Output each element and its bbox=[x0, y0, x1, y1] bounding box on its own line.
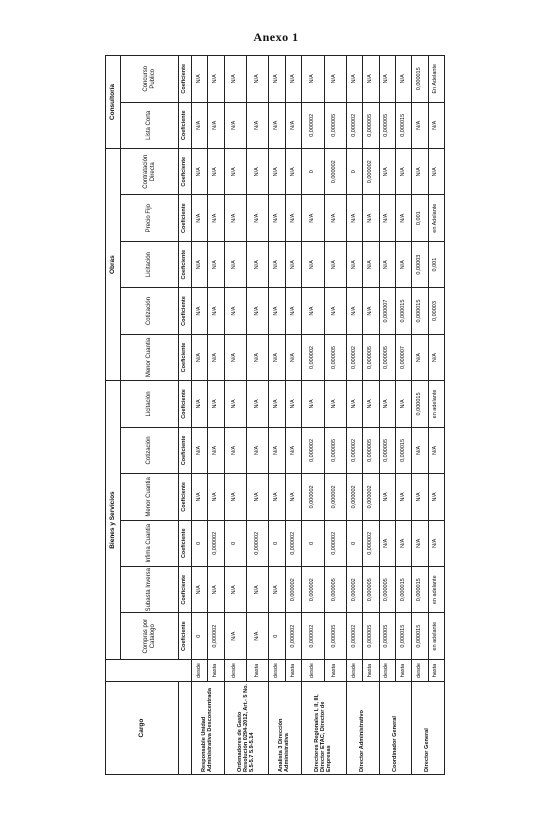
value-cell: N/A bbox=[192, 381, 208, 428]
value-cell: 0,00003 bbox=[412, 241, 428, 287]
table-row bbox=[269, 56, 285, 775]
value-cell: N/A bbox=[363, 288, 379, 334]
table-row bbox=[285, 56, 301, 775]
table-row bbox=[363, 56, 379, 775]
value-cell: N/A bbox=[208, 149, 224, 195]
value-cell: 0 bbox=[192, 520, 208, 566]
value-cell: N/A bbox=[192, 149, 208, 195]
value-cell: N/A bbox=[285, 102, 301, 148]
column-header: Licitación bbox=[121, 241, 179, 287]
cargo-header: Cargo bbox=[106, 682, 179, 775]
value-cell: 0,000002 bbox=[324, 149, 346, 195]
value-cell: 0,000015 bbox=[412, 613, 428, 659]
value-cell: N/A bbox=[269, 195, 285, 241]
value-cell: N/A bbox=[269, 149, 285, 195]
value-cell: 0 bbox=[346, 149, 362, 195]
value-cell: 0,000015 bbox=[395, 427, 411, 473]
coefficient-label: Coeficiente bbox=[179, 241, 192, 287]
value-cell: N/A bbox=[247, 613, 269, 659]
cargo-cell: Ordenadores de Gasto Resolución 0294-2012, Art.- 5 No. 5.5-5.7 5.9-5.14 bbox=[224, 682, 269, 775]
value-cell: N/A bbox=[247, 381, 269, 428]
value-cell: 0,000002 bbox=[324, 520, 346, 566]
value-cell: N/A bbox=[395, 474, 411, 520]
value-cell: 0,000002 bbox=[285, 520, 301, 566]
value-cell: N/A bbox=[412, 427, 428, 473]
value-cell: N/A bbox=[247, 241, 269, 287]
table-row bbox=[346, 56, 362, 775]
coefficient-label: Coeficiente bbox=[179, 427, 192, 473]
group-header-consultoria: Consultoría bbox=[106, 56, 121, 149]
table-frame bbox=[105, 55, 445, 775]
coefficients-table bbox=[105, 55, 445, 775]
cargo-cell: Director Administrativo bbox=[346, 682, 379, 775]
value-cell: N/A bbox=[208, 56, 224, 103]
value-cell: N/A bbox=[208, 195, 224, 241]
coefficient-label: Coeficiente bbox=[179, 381, 192, 428]
coefficient-label: Coeficiente bbox=[179, 520, 192, 566]
value-cell: N/A bbox=[224, 334, 246, 380]
value-cell: 0,001 bbox=[412, 195, 428, 241]
value-cell: N/A bbox=[346, 195, 362, 241]
value-cell: N/A bbox=[395, 241, 411, 287]
value-cell: 0,000007 bbox=[379, 288, 395, 334]
value-cell: N/A bbox=[346, 241, 362, 287]
range-label: desde bbox=[224, 659, 246, 681]
value-cell: 0,000005 bbox=[379, 102, 395, 148]
value-cell: N/A bbox=[302, 381, 324, 428]
value-cell: N/A bbox=[224, 288, 246, 334]
range-label: hasta bbox=[247, 659, 269, 681]
value-cell: 0,000005 bbox=[363, 567, 379, 613]
value-cell: N/A bbox=[428, 334, 444, 380]
value-cell: N/A bbox=[247, 149, 269, 195]
value-cell: N/A bbox=[379, 56, 395, 103]
cargo-cell: Coordinador General bbox=[379, 682, 412, 775]
value-cell: N/A bbox=[324, 288, 346, 334]
value-cell: N/A bbox=[428, 474, 444, 520]
value-cell: 0 bbox=[192, 613, 208, 659]
value-cell: N/A bbox=[395, 149, 411, 195]
value-cell: 0,000002 bbox=[324, 474, 346, 520]
coefficient-label: Coeficiente bbox=[179, 56, 192, 103]
value-cell: 0,000002 bbox=[302, 567, 324, 613]
coefficient-label: Coeficiente bbox=[179, 567, 192, 613]
range-label: hasta bbox=[324, 659, 346, 681]
value-cell: N/A bbox=[285, 288, 301, 334]
value-cell: N/A bbox=[379, 474, 395, 520]
value-cell: N/A bbox=[395, 195, 411, 241]
value-cell: N/A bbox=[192, 241, 208, 287]
coefficient-label: Coeficiente bbox=[179, 334, 192, 380]
value-cell: N/A bbox=[208, 381, 224, 428]
column-header: Cotización bbox=[121, 288, 179, 334]
column-header: Contratación Directa bbox=[121, 149, 179, 195]
value-cell: N/A bbox=[346, 56, 362, 103]
value-cell: N/A bbox=[269, 334, 285, 380]
value-cell: 0,000002 bbox=[285, 567, 301, 613]
value-cell: N/A bbox=[285, 241, 301, 287]
value-cell: 0,000005 bbox=[363, 334, 379, 380]
value-cell: N/A bbox=[192, 195, 208, 241]
range-label: hasta bbox=[428, 659, 444, 681]
value-cell: 0,000002 bbox=[302, 102, 324, 148]
value-cell: 0,000002 bbox=[208, 520, 224, 566]
range-label: desde bbox=[346, 659, 362, 681]
value-cell: N/A bbox=[412, 520, 428, 566]
value-cell: 0,001 bbox=[428, 241, 444, 287]
value-cell: N/A bbox=[224, 241, 246, 287]
table-row bbox=[395, 56, 411, 775]
value-cell: 0,000002 bbox=[346, 474, 362, 520]
value-cell: N/A bbox=[192, 56, 208, 103]
value-cell: N/A bbox=[269, 427, 285, 473]
value-cell: N/A bbox=[302, 56, 324, 103]
column-header: Menor Cuantia bbox=[121, 334, 179, 380]
column-header: Cotización bbox=[121, 427, 179, 473]
range-label: hasta bbox=[285, 659, 301, 681]
table-row bbox=[379, 56, 395, 775]
value-cell: N/A bbox=[247, 334, 269, 380]
range-label: desde bbox=[192, 659, 208, 681]
value-cell: N/A bbox=[224, 474, 246, 520]
column-header: Menor Cuantia bbox=[121, 474, 179, 520]
value-cell: N/A bbox=[224, 56, 246, 103]
value-cell: 0,000002 bbox=[302, 334, 324, 380]
value-cell: 0 bbox=[269, 520, 285, 566]
table-row bbox=[192, 56, 208, 775]
cargo-cell: Director General bbox=[412, 682, 445, 775]
value-cell: N/A bbox=[395, 56, 411, 103]
value-cell: en adelante bbox=[428, 613, 444, 659]
value-cell: 0,000005 bbox=[363, 102, 379, 148]
value-cell: 0,000002 bbox=[346, 427, 362, 473]
column-header: Precio Fijo bbox=[121, 195, 179, 241]
table-row bbox=[302, 56, 324, 775]
value-cell: N/A bbox=[346, 288, 362, 334]
coefficient-label: Coeficiente bbox=[179, 195, 192, 241]
value-cell: N/A bbox=[285, 474, 301, 520]
value-cell: N/A bbox=[269, 474, 285, 520]
value-cell: 0,000005 bbox=[379, 427, 395, 473]
value-cell: 0,000002 bbox=[346, 567, 362, 613]
value-cell: N/A bbox=[346, 381, 362, 428]
value-cell: N/A bbox=[363, 381, 379, 428]
value-cell: N/A bbox=[379, 149, 395, 195]
value-cell: N/A bbox=[208, 241, 224, 287]
value-cell: 0,000005 bbox=[324, 102, 346, 148]
value-cell: N/A bbox=[269, 102, 285, 148]
value-cell: N/A bbox=[428, 427, 444, 473]
value-cell: N/A bbox=[224, 195, 246, 241]
value-cell: N/A bbox=[247, 56, 269, 103]
value-cell: N/A bbox=[285, 56, 301, 103]
group-header-bienes: Bienes y Servicios bbox=[106, 381, 121, 660]
table-row bbox=[324, 56, 346, 775]
value-cell: N/A bbox=[208, 567, 224, 613]
value-cell: 0,000015 bbox=[395, 288, 411, 334]
value-cell: N/A bbox=[395, 520, 411, 566]
column-header: Compras por Catalogo bbox=[121, 613, 179, 659]
value-cell: N/A bbox=[395, 381, 411, 428]
value-cell: N/A bbox=[269, 381, 285, 428]
value-cell: 0,000002 bbox=[346, 334, 362, 380]
group-header-obras: Obras bbox=[106, 149, 121, 381]
value-cell: 0,000005 bbox=[379, 334, 395, 380]
value-cell: N/A bbox=[208, 427, 224, 473]
value-cell: N/A bbox=[285, 427, 301, 473]
value-cell: N/A bbox=[224, 567, 246, 613]
value-cell: 0,000002 bbox=[363, 149, 379, 195]
range-label: desde bbox=[302, 659, 324, 681]
value-cell: En Adelante bbox=[428, 56, 444, 103]
value-cell: 0 bbox=[302, 149, 324, 195]
value-cell: N/A bbox=[247, 427, 269, 473]
value-cell: N/A bbox=[412, 102, 428, 148]
value-cell: 0,000002 bbox=[346, 102, 362, 148]
value-cell: N/A bbox=[302, 288, 324, 334]
value-cell: 0 bbox=[269, 613, 285, 659]
range-label: desde bbox=[412, 659, 428, 681]
value-cell: N/A bbox=[208, 474, 224, 520]
value-cell: N/A bbox=[324, 56, 346, 103]
range-label: hasta bbox=[395, 659, 411, 681]
cargo-spacer bbox=[179, 682, 192, 775]
value-cell: 0,00003 bbox=[428, 288, 444, 334]
value-cell: 0,000002 bbox=[302, 613, 324, 659]
value-cell: N/A bbox=[412, 149, 428, 195]
value-cell: 0,000015 bbox=[395, 567, 411, 613]
value-cell: 0,000002 bbox=[363, 474, 379, 520]
value-cell: en Adelante bbox=[428, 195, 444, 241]
value-cell: N/A bbox=[192, 567, 208, 613]
range-label: desde bbox=[269, 659, 285, 681]
cargo-cell: Responsable Unidad Administrativa Desconcentrada bbox=[192, 682, 225, 775]
value-cell: N/A bbox=[379, 381, 395, 428]
coefficient-label: Coeficiente bbox=[179, 149, 192, 195]
coefficient-label: Coeficiente bbox=[179, 288, 192, 334]
value-cell: 0,000002 bbox=[247, 520, 269, 566]
column-header: Lista Corta bbox=[121, 102, 179, 148]
value-cell: 0,000005 bbox=[379, 567, 395, 613]
value-cell: 0 bbox=[224, 520, 246, 566]
value-cell: N/A bbox=[412, 334, 428, 380]
value-cell: N/A bbox=[285, 149, 301, 195]
range-label: hasta bbox=[208, 659, 224, 681]
value-cell: 0,000005 bbox=[363, 427, 379, 473]
value-cell: 0,000005 bbox=[324, 613, 346, 659]
column-header: Infima Cuantia bbox=[121, 520, 179, 566]
column-header: Subasta Inversa bbox=[121, 567, 179, 613]
value-cell: N/A bbox=[224, 613, 246, 659]
table-row bbox=[428, 56, 444, 775]
column-header: Licitación bbox=[121, 381, 179, 428]
value-cell: 0,000015 bbox=[395, 102, 411, 148]
value-cell: N/A bbox=[269, 56, 285, 103]
value-cell: N/A bbox=[247, 288, 269, 334]
value-cell: 0,000015 bbox=[395, 613, 411, 659]
value-cell: N/A bbox=[302, 241, 324, 287]
value-cell: 0,000002 bbox=[285, 613, 301, 659]
value-cell: en adelante bbox=[428, 381, 444, 428]
column-header: Concurso Publico bbox=[121, 56, 179, 103]
rotated-table-container bbox=[105, 55, 445, 775]
value-cell: N/A bbox=[192, 102, 208, 148]
value-cell: 0,000015 bbox=[412, 288, 428, 334]
value-cell: N/A bbox=[379, 520, 395, 566]
value-cell: 0,000002 bbox=[302, 474, 324, 520]
value-cell: 0,000015 bbox=[412, 567, 428, 613]
value-cell: 0,000005 bbox=[324, 334, 346, 380]
value-cell: N/A bbox=[285, 195, 301, 241]
value-cell: N/A bbox=[412, 474, 428, 520]
value-cell: N/A bbox=[363, 195, 379, 241]
value-cell: N/A bbox=[192, 427, 208, 473]
value-cell: N/A bbox=[208, 288, 224, 334]
value-cell: N/A bbox=[224, 149, 246, 195]
value-cell: N/A bbox=[208, 102, 224, 148]
value-cell: N/A bbox=[302, 195, 324, 241]
value-cell: 0 bbox=[302, 520, 324, 566]
value-cell: N/A bbox=[428, 102, 444, 148]
value-cell: N/A bbox=[428, 520, 444, 566]
value-cell: 0,000002 bbox=[346, 613, 362, 659]
value-cell: N/A bbox=[324, 381, 346, 428]
value-cell: 0 bbox=[346, 520, 362, 566]
cargo-cell: Analista 3 Dirección Administrativa bbox=[269, 682, 302, 775]
table-row bbox=[224, 56, 246, 775]
value-cell: 0,000005 bbox=[363, 613, 379, 659]
range-label: hasta bbox=[363, 659, 379, 681]
value-cell: 0,000015 bbox=[412, 56, 428, 103]
value-cell: N/A bbox=[208, 334, 224, 380]
value-cell: 0,000002 bbox=[363, 520, 379, 566]
value-cell: N/A bbox=[269, 567, 285, 613]
value-cell: N/A bbox=[363, 56, 379, 103]
value-cell: N/A bbox=[379, 241, 395, 287]
value-cell: N/A bbox=[192, 334, 208, 380]
value-cell: 0,000002 bbox=[302, 427, 324, 473]
value-cell: N/A bbox=[192, 288, 208, 334]
page-title: Anexo 1 bbox=[253, 30, 299, 44]
value-cell: 0,000005 bbox=[324, 567, 346, 613]
value-cell: N/A bbox=[247, 102, 269, 148]
value-cell: N/A bbox=[224, 381, 246, 428]
value-cell: N/A bbox=[324, 241, 346, 287]
cargo-cell: Directores Regionales I, II, III, Director ETAC, Director de Empresas bbox=[302, 682, 347, 775]
coefficient-label: Coeficiente bbox=[179, 474, 192, 520]
coefficient-label: Coeficiente bbox=[179, 613, 192, 659]
value-cell: N/A bbox=[285, 334, 301, 380]
range-header bbox=[106, 659, 192, 681]
table-row bbox=[247, 56, 269, 775]
value-cell: N/A bbox=[363, 241, 379, 287]
range-label: desde bbox=[379, 659, 395, 681]
value-cell: 0,000002 bbox=[208, 613, 224, 659]
value-cell: N/A bbox=[192, 474, 208, 520]
value-cell: N/A bbox=[224, 102, 246, 148]
value-cell: en adelante bbox=[428, 567, 444, 613]
value-cell: N/A bbox=[247, 195, 269, 241]
value-cell: N/A bbox=[324, 195, 346, 241]
value-cell: N/A bbox=[379, 195, 395, 241]
value-cell: 0,000005 bbox=[324, 427, 346, 473]
value-cell: N/A bbox=[428, 149, 444, 195]
value-cell: N/A bbox=[247, 567, 269, 613]
value-cell: N/A bbox=[247, 474, 269, 520]
value-cell: N/A bbox=[224, 427, 246, 473]
value-cell: 0,000007 bbox=[395, 334, 411, 380]
value-cell: N/A bbox=[269, 241, 285, 287]
value-cell: N/A bbox=[285, 381, 301, 428]
table-row bbox=[208, 56, 224, 775]
value-cell: 0,000005 bbox=[379, 613, 395, 659]
table-row bbox=[412, 56, 428, 775]
coefficient-label: Coeficiente bbox=[179, 102, 192, 148]
value-cell: N/A bbox=[269, 288, 285, 334]
value-cell: 0,000015 bbox=[412, 381, 428, 428]
